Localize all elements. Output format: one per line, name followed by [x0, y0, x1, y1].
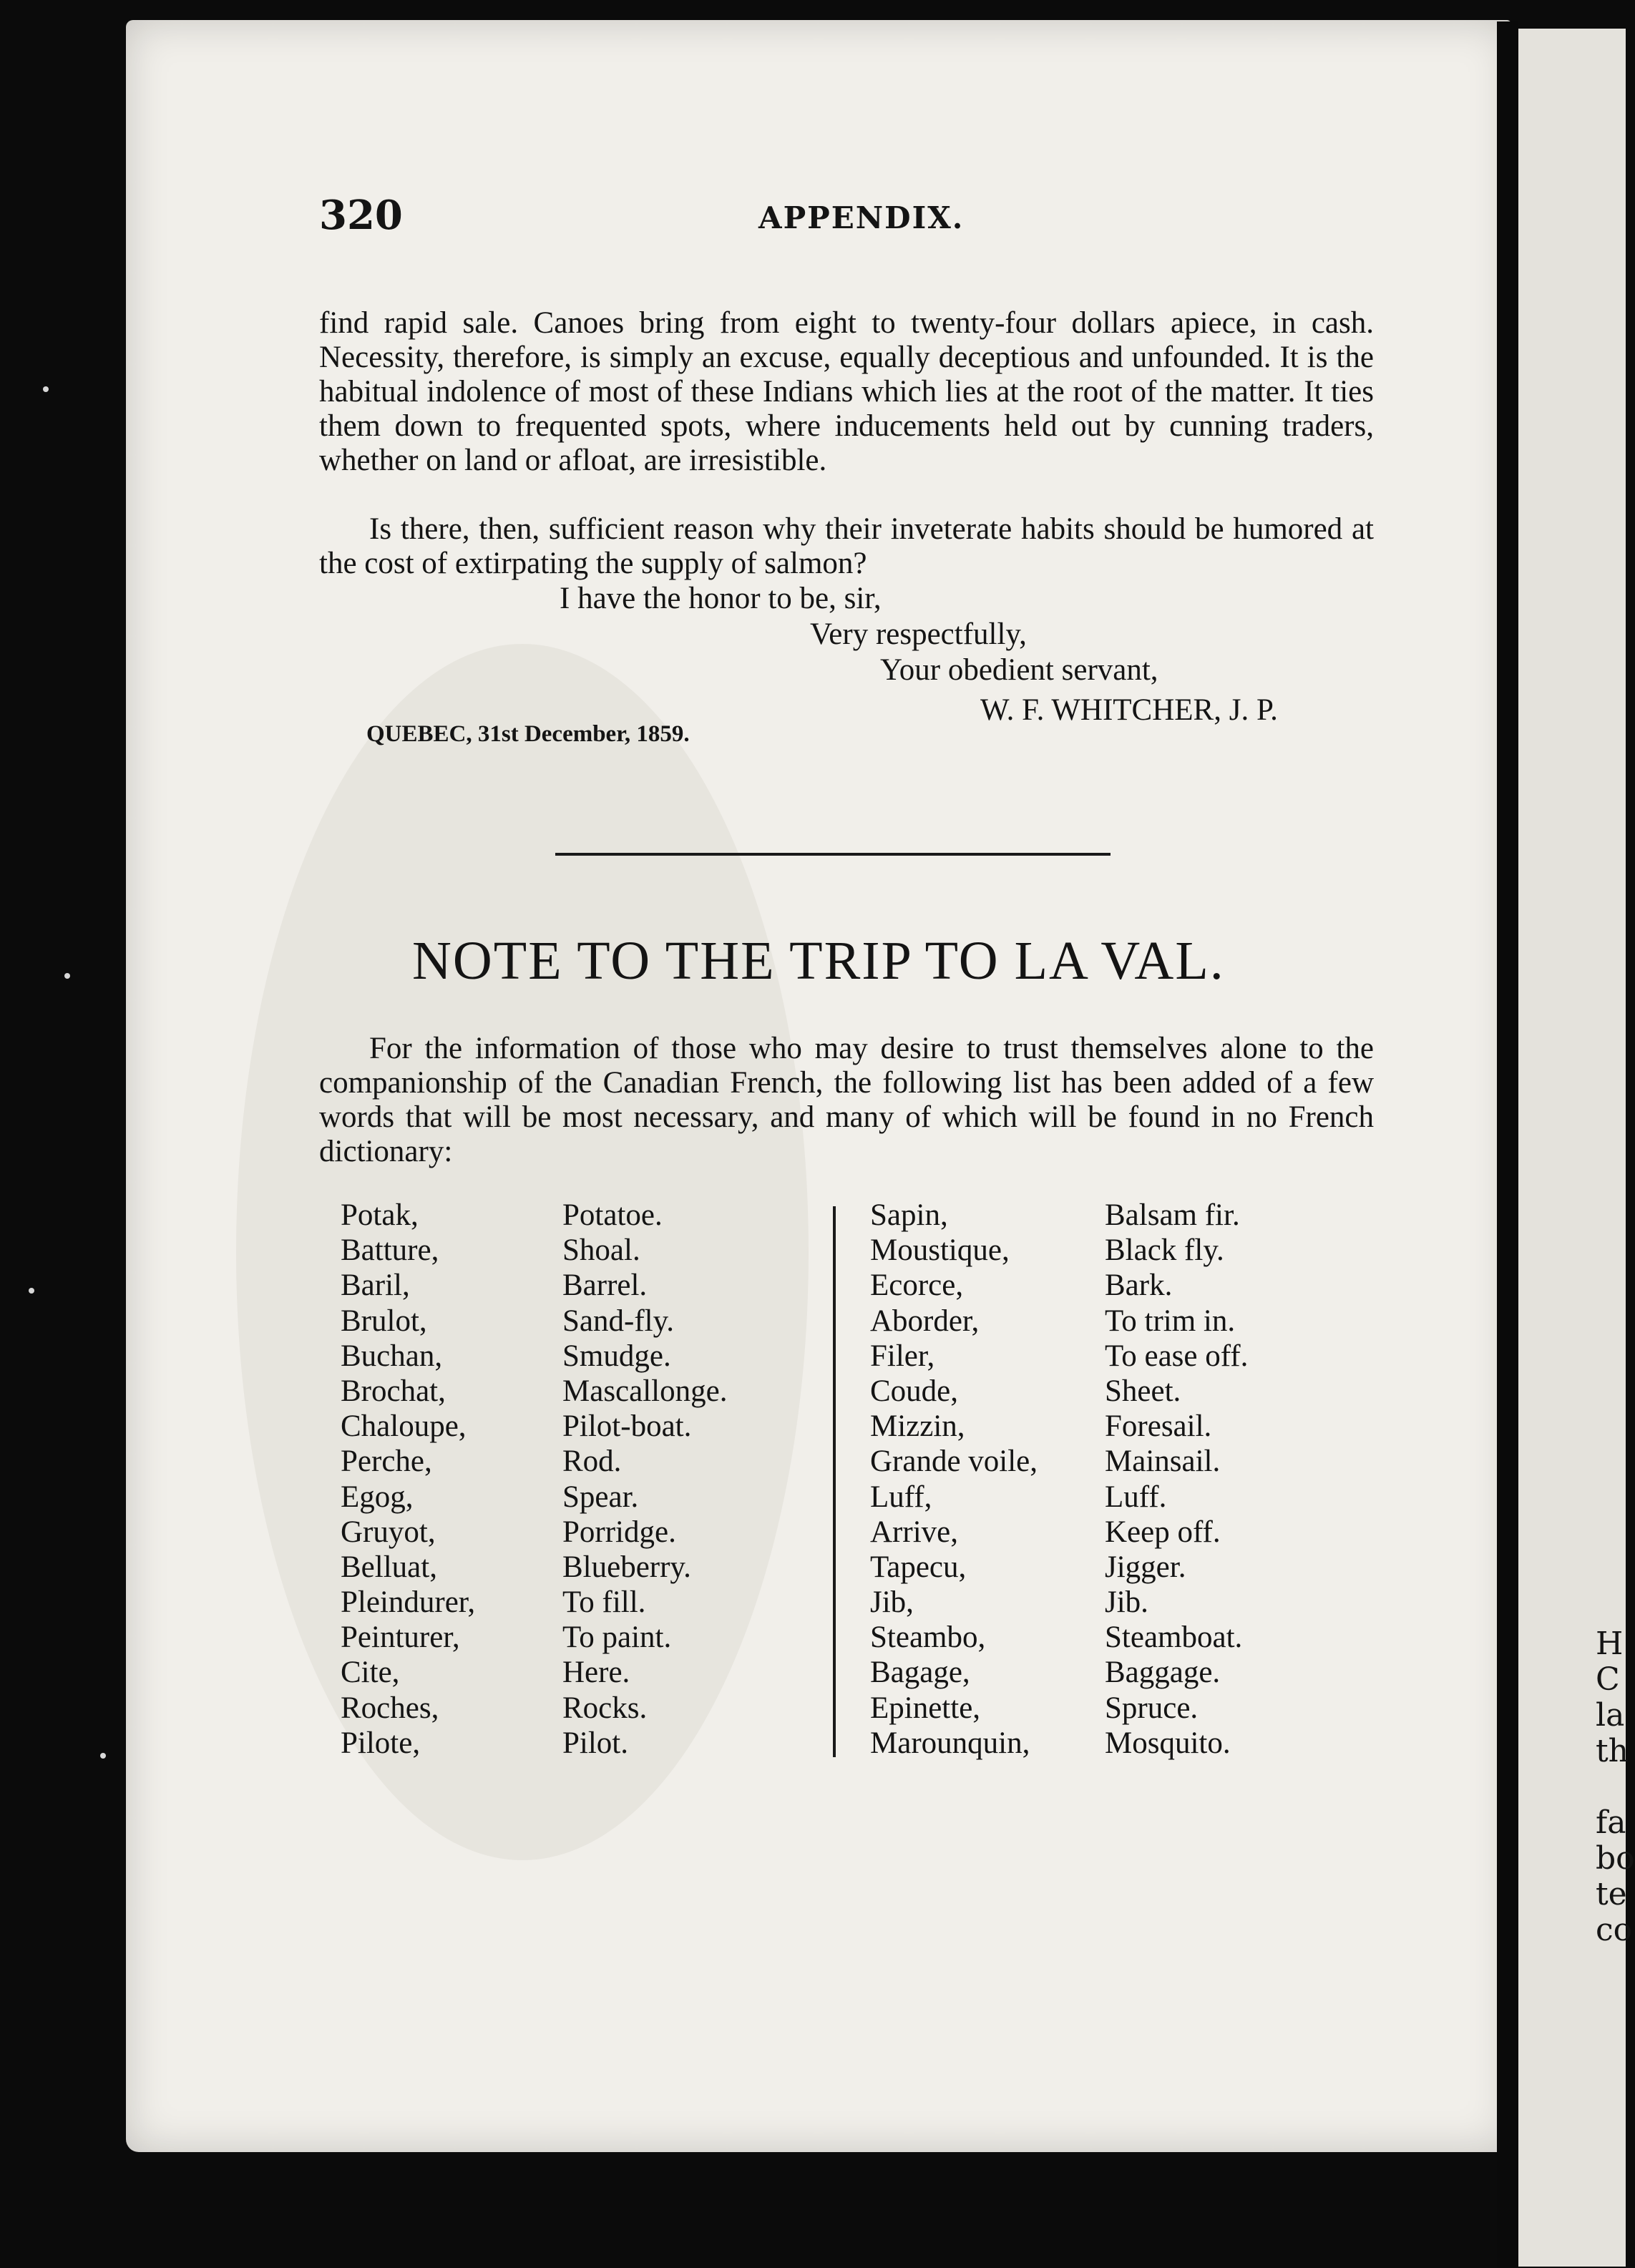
vocab-term: Belluat, [341, 1550, 437, 1584]
vocab-term: Pleindurer, [341, 1585, 476, 1620]
vocab-term: Coude, [870, 1374, 959, 1408]
facing-page-text: la [1596, 1697, 1625, 1734]
vocab-term: Buchan, [341, 1339, 443, 1373]
facing-page-edge [1518, 29, 1635, 2267]
letter-closing: Your obedient servant, [880, 653, 1158, 687]
facing-page-text: bo [1596, 1840, 1635, 1877]
vocab-term: Gruyot, [341, 1515, 436, 1549]
place-date: QUEBEC, 31st December, 1859. [366, 721, 690, 747]
column-divider [833, 1206, 836, 1757]
facing-page-text: H [1596, 1626, 1624, 1662]
letter-paragraph: Is there, then, sufficient reason why their inveterate habits should be humored at the cost of extirpating the supply of salmon? [319, 512, 1374, 580]
scan-speck [64, 973, 70, 979]
note-intro: For the information of those who may desire to trust themselves alone to the companionship of the Canadian French, the following list has been added of a few words that will be most necessary, and many of which will be found in no French dictionary: [319, 1032, 1374, 1168]
vocab-term: Batture, [341, 1233, 439, 1268]
vocab-term: Brulot, [341, 1304, 427, 1338]
vocab-term: Marounquin, [870, 1726, 1030, 1760]
facing-page-text: th [1596, 1733, 1629, 1769]
vocab-meaning: Baggage. [1105, 1656, 1221, 1690]
vocab-meaning: Shoal. [562, 1233, 640, 1268]
facing-page-text: C [1596, 1661, 1620, 1698]
vocab-meaning: Bark. [1105, 1269, 1173, 1303]
vocab-meaning: Foresail. [1105, 1409, 1212, 1444]
vocab-meaning: Black fly. [1105, 1233, 1224, 1268]
vocab-column-right-meanings [1105, 1198, 1248, 1761]
vocab-meaning: To fill. [562, 1585, 646, 1620]
scan-speck [100, 1753, 106, 1759]
section-title: NOTE TO THE TRIP TO LA VAL. [412, 931, 1225, 991]
page-gutter [1497, 21, 1518, 2268]
vocab-term: Arrive, [870, 1515, 958, 1549]
vocab-term: Egog, [341, 1480, 414, 1514]
facing-page-text: co [1596, 1912, 1633, 1948]
vocab-column-left-terms [341, 1198, 475, 1761]
vocab-meaning: Pilot. [562, 1726, 629, 1760]
vocab-meaning: Mosquito. [1105, 1726, 1231, 1760]
vocab-meaning: Mascallonge. [562, 1374, 728, 1408]
vocab-meaning: Rod. [562, 1445, 622, 1479]
vocab-meaning: Barrel. [562, 1269, 648, 1303]
vocab-meaning: Jigger. [1105, 1550, 1186, 1584]
vocab-meaning: Spruce. [1105, 1691, 1199, 1725]
vocab-term: Potak, [341, 1198, 419, 1232]
signature: W. F. WHITCHER, J. P. [980, 693, 1278, 727]
vocab-meaning: Mainsail. [1105, 1445, 1221, 1479]
page-number: 320 [319, 192, 403, 239]
vocab-meaning: To trim in. [1105, 1304, 1236, 1338]
vocab-term: Peinturer, [341, 1621, 460, 1655]
letter-closing: Very respectfully, [810, 617, 1027, 651]
vocab-term: Ecorce, [870, 1269, 964, 1303]
facing-page-text: te [1596, 1876, 1627, 1912]
vocab-term: Perche, [341, 1445, 432, 1479]
vocab-term: Filer, [870, 1339, 935, 1373]
vocab-term: Pilote, [341, 1726, 421, 1760]
vocab-meaning: Sand-fly. [562, 1304, 675, 1338]
vocab-meaning: Keep off. [1105, 1515, 1221, 1549]
vocab-term: Steambo, [870, 1621, 986, 1655]
vocab-term: Mizzin, [870, 1409, 965, 1444]
vocab-term: Bagage, [870, 1656, 970, 1690]
vocab-term: Aborder, [870, 1304, 980, 1338]
letter-closing: I have the honor to be, sir, [560, 582, 882, 615]
vocab-meaning: Blueberry. [562, 1550, 691, 1584]
vocab-term: Tapecu, [870, 1550, 967, 1584]
running-head: APPENDIX. [758, 200, 965, 235]
vocab-term: Jib, [870, 1585, 914, 1620]
vocab-meaning: To ease off. [1105, 1339, 1249, 1373]
vocab-term: Cite, [341, 1656, 400, 1690]
vocab-column-right-terms [870, 1198, 1038, 1761]
scan-speck [29, 1288, 34, 1294]
vocab-meaning: Pilot-boat. [562, 1409, 692, 1444]
vocab-term: Brochat, [341, 1374, 446, 1408]
facing-page-text: fa [1596, 1804, 1626, 1841]
vocab-meaning: Jib. [1105, 1585, 1148, 1620]
vocab-meaning: Luff. [1105, 1480, 1167, 1514]
vocab-column-left-meanings [562, 1198, 727, 1761]
vocab-term: Luff, [870, 1480, 932, 1514]
vocab-meaning: Rocks. [562, 1691, 648, 1725]
vocab-term: Epinette, [870, 1691, 981, 1725]
vocab-term: Moustique, [870, 1233, 1010, 1268]
vocab-meaning: Potatoe. [562, 1198, 663, 1232]
vocab-term: Sapin, [870, 1198, 948, 1232]
vocab-meaning: Here. [562, 1656, 630, 1690]
vocab-term: Baril, [341, 1269, 410, 1303]
vocab-term: Chaloupe, [341, 1409, 467, 1444]
vocab-meaning: Balsam fir. [1105, 1198, 1240, 1232]
vocab-meaning: Smudge. [562, 1339, 671, 1373]
section-divider [555, 853, 1111, 856]
vocab-term: Grande voile, [870, 1445, 1038, 1479]
letter-paragraph: find rapid sale. Canoes bring from eight to twenty-four dollars apiece, in cash. Necessity, therefore, is simply an excuse, equally deceptious and unfounded. It is the habitual indolence of most of these Indians which lies at the root of the matter. It ties them down to frequented spots, where inducements held out by cunning traders, whether on land or afloat, are irresistible. [319, 306, 1374, 477]
vocab-meaning: Sheet. [1105, 1374, 1181, 1408]
vocab-meaning: To paint. [562, 1621, 672, 1655]
vocab-term: Roches, [341, 1691, 439, 1725]
vocab-meaning: Steamboat. [1105, 1621, 1243, 1655]
vocab-meaning: Porridge. [562, 1515, 676, 1549]
scan-speck [43, 386, 49, 392]
vocab-meaning: Spear. [562, 1480, 639, 1514]
